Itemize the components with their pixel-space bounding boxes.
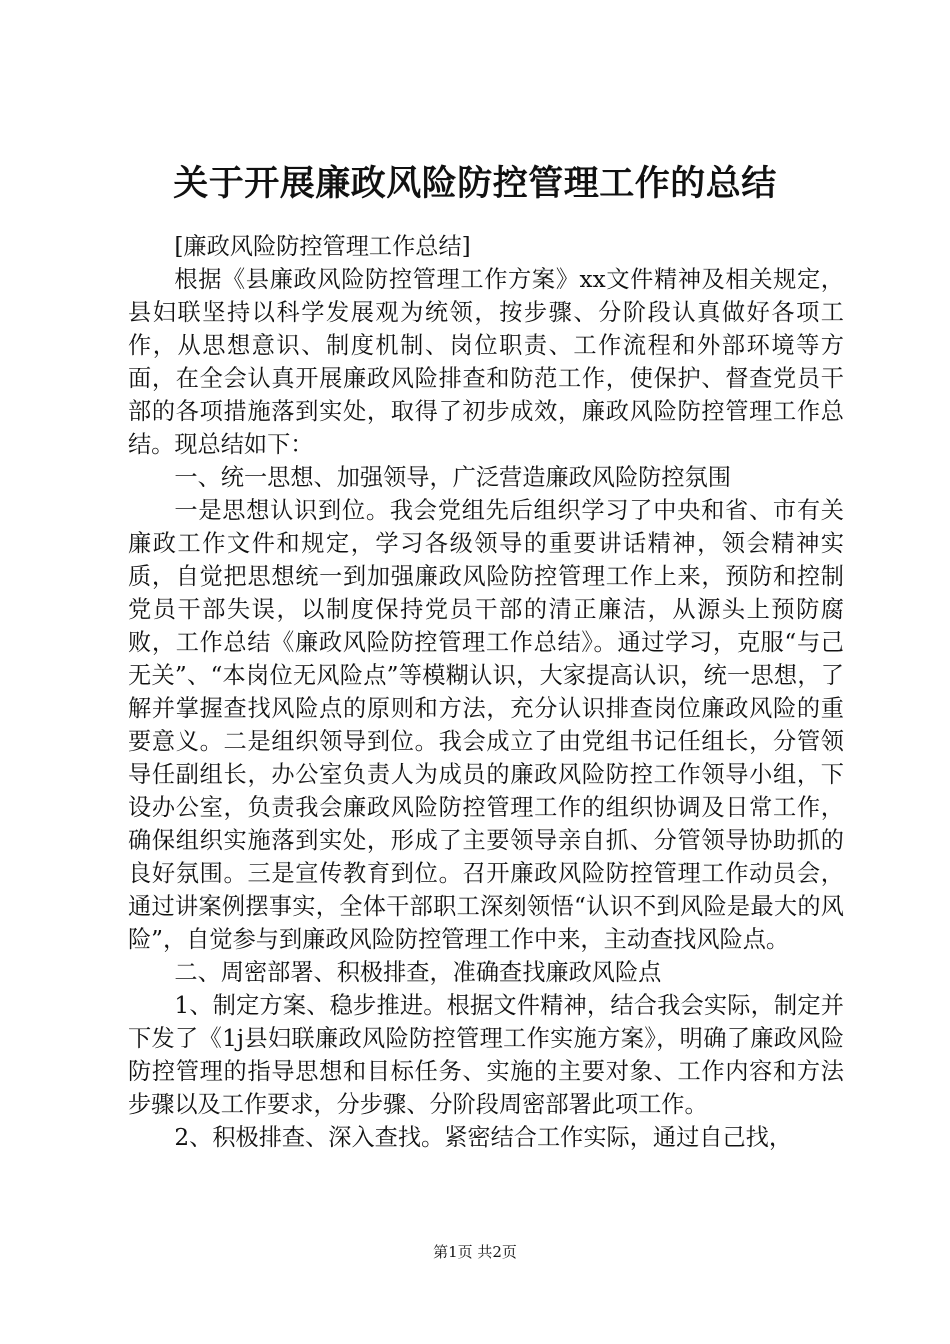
- section-heading-2: 二、周密部署、积极排查，准确查找廉政风险点: [174, 959, 662, 986]
- paragraph-section-1: 一是思想认识到位。我会党组先后组织学习了中央和省、市有关廉政工作文件和规定，学习各级领导的重要讲话精神，领会精神实质，自觉把思想统一到加强廉政风险防控管理工作上来，预防和控制党员干部失误，以制度保持党员干部的清正廉洁，从源头上预防腐败，工作总结《廉政风险防控管理工作总结》。通过学习，克服“与己无关”、“本岗位无风险点”等模糊认识，大家提高认识，统一思想，了解并掌握查找风险点的原则和方法，充分认识排查岗位廉政风险的重要意义。二是组织领导到位。我会成立了由党组书记任组长，分管领导任副组长，办公室负责人为成员的廉政风险防控工作领导小组，下设办公室，负责我会廉政风险防控管理工作的组织协调及日常工作，确保组织实施落到实处，形成了主要领导亲自抓、分管领导协助抓的良好氛围。三是宣传教育到位。召开廉政风险防控管理工作动员会，通过讲案例摆事实，全体干部职工深刻领悟“认识不到风险是最大的风险”，自觉参与到廉政风险防控管理工作中来，主动查找风险点。: [128, 497, 844, 953]
- paragraph-item-1: 1、制定方案、稳步推进。根据文件精神，结合我会实际，制定并下发了《1j县妇联廉政风险防控管理工作实施方案》，明确了廉政风险防控管理的指导思想和目标任务、实施的主要对象、工作内容和方法步骤以及工作要求，分步骤、分阶段周密部署此项工作。: [128, 992, 844, 1118]
- section-heading-1: 一、统一思想、加强领导，广泛营造廉政风险防控氛围: [174, 464, 731, 491]
- document-body: [128, 230, 844, 1154]
- paragraph-item-2: 2、积极排查、深入查找。紧密结合工作实际，通过自己找，: [174, 1124, 793, 1151]
- paragraph-intro: 根据《县廉政风险防控管理工作方案》xx文件精神及相关规定，县妇联坚持以科学发展观为统领，按步骤、分阶段认真做好各项工作，从思想意识、制度机制、岗位职责、工作流程和外部环境等方面，在全会认真开展廉政风险排查和防范工作，使保护、督查党员干部的各项措施落到实处，取得了初步成效，廉政风险防控管理工作总结。现总结如下：: [128, 266, 844, 458]
- document-title: 关于开展廉政风险防控管理工作的总结: [173, 164, 777, 204]
- page-footer: 第1页 共2页: [433, 1243, 517, 1261]
- paragraph-subtitle: [廉政风险防控管理工作总结]: [174, 233, 471, 260]
